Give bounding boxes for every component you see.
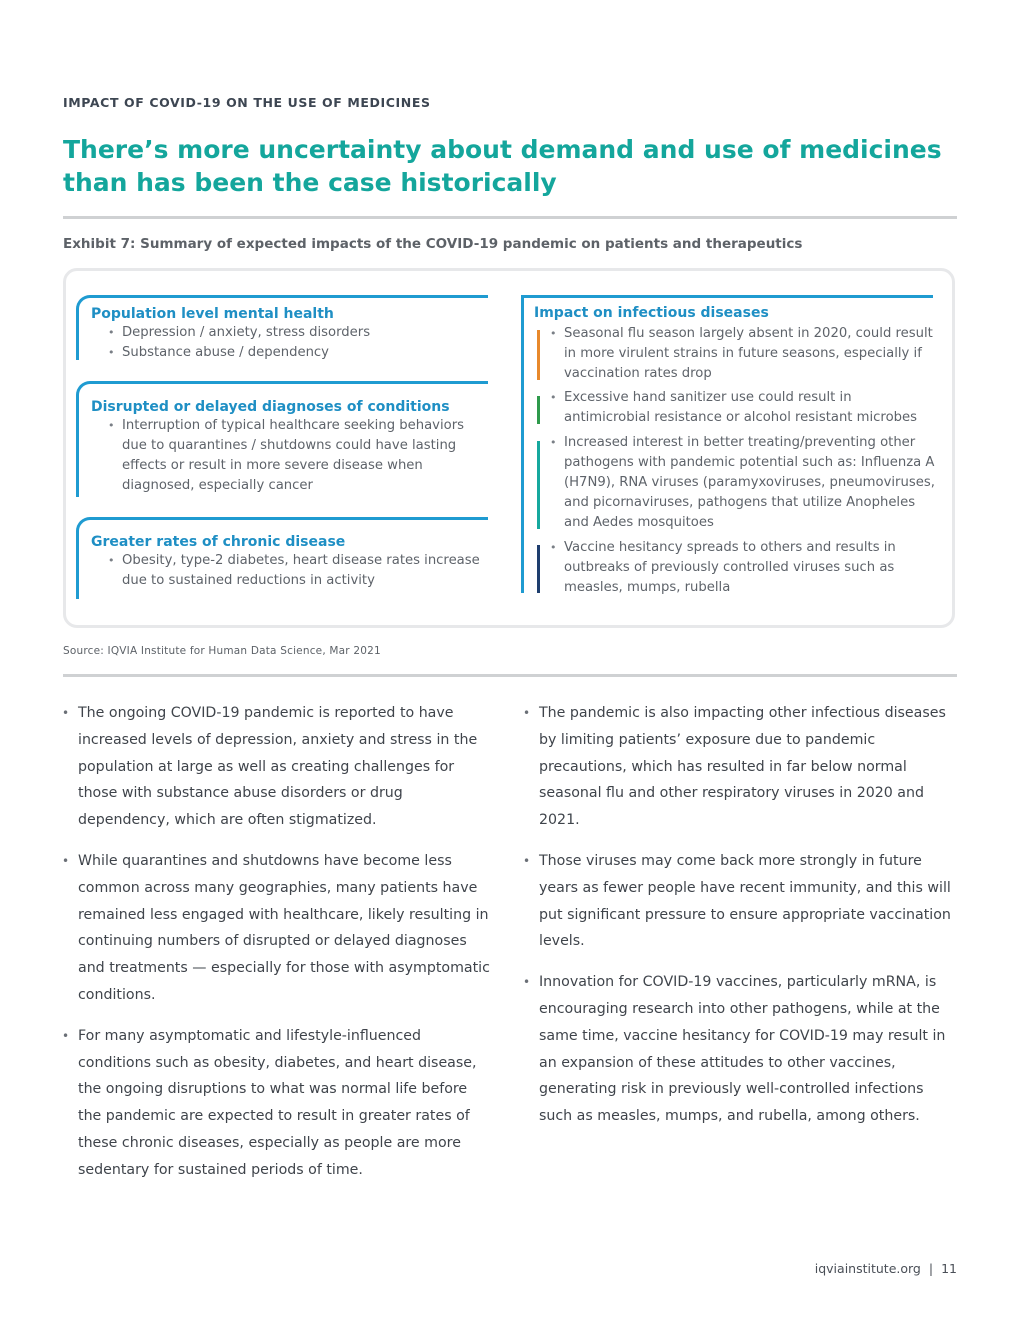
- list-item: • Depression / anxiety, stress disorders: [108, 323, 370, 343]
- panel-chronic-disease: [76, 517, 488, 599]
- footer-site-link[interactable]: iqviainstitute.org: [814, 1261, 921, 1276]
- list-item: • Vaccine hesitancy spreads to others and results in outbreaks of previously controlled viruses such as measles, mumps, rubella: [550, 538, 935, 598]
- body-right-column: [523, 700, 955, 1144]
- body-paragraph: • The pandemic is also impacting other infectious diseases by limiting patients’ exposure due to pandemic precautions, which has resulted in far below normal seasonal flu and other respiratory viruses in 2020 and 2021.: [523, 700, 955, 834]
- color-indicator: [537, 441, 540, 529]
- color-indicator: [537, 396, 540, 424]
- color-indicator: [537, 330, 540, 380]
- list-item: • Seasonal flu season largely absent in 2020, could result in more virulent strains in future seasons, especially if vaccination rates drop: [550, 324, 935, 384]
- divider: [63, 216, 957, 219]
- list-item: • Substance abuse / dependency: [108, 343, 370, 363]
- body-paragraph: • Innovation for COVID-19 vaccines, particularly mRNA, is encouraging research into other pathogens, while at the same time, vaccine hesitancy for COVID-19 may result in an expansion of these attitudes to other vaccines, generating risk in previously well-controlled infections such as measles, mumps, and rubella, among others.: [523, 969, 955, 1130]
- page-footer: [815, 1261, 957, 1276]
- panel-title: Greater rates of chronic disease: [91, 534, 346, 550]
- list-item: • Increased interest in better treating/preventing other pathogens with pandemic potential such as: Influenza A (H7N9), RNA viruses (paramyxoviruses, pneumoviruses, and picornaviruses, pathogens that utilize Anopheles and Aedes mosquitoes: [550, 433, 935, 533]
- panel-left-border: [521, 295, 524, 593]
- panel-mental-health: [76, 295, 488, 360]
- source-note: Source: IQVIA Institute for Human Data Science, Mar 2021: [63, 645, 381, 657]
- exhibit-title: Exhibit 7: Summary of expected impacts of the COVID-19 pandemic on patients and therapeutics: [63, 236, 803, 252]
- panel-title-infectious: Impact on infectious diseases: [534, 305, 769, 321]
- panel-title: Disrupted or delayed diagnoses of conditions: [91, 399, 450, 415]
- panel-header-line: [521, 295, 933, 298]
- page-headline: There’s more uncertainty about demand and use of medicines than has been the case historically: [63, 135, 942, 197]
- body-paragraph: • While quarantines and shutdowns have become less common across many geographies, many patients have remained less engaged with healthcare, likely resulting in continuing numbers of disrupted or delayed diagnoses and treatments — especially for those with asymptomatic conditions.: [62, 848, 492, 1009]
- body-paragraph: • The ongoing COVID-19 pandemic is reported to have increased levels of depression, anxiety and stress in the population at large as well as creating challenges for those with substance abuse disorders or drug dependency, which are often stigmatized.: [62, 700, 492, 834]
- section-kicker: IMPACT OF COVID-19 ON THE USE OF MEDICINES: [63, 95, 431, 110]
- color-indicator: [537, 545, 540, 593]
- panel-delayed-diagnoses: [76, 381, 488, 497]
- divider: [63, 674, 957, 677]
- panel-title: Population level mental health: [91, 306, 334, 322]
- body-paragraph: • Those viruses may come back more strongly in future years as fewer people have recent immunity, and this will put significant pressure to ensure appropriate vaccination levels.: [523, 848, 955, 955]
- list-item: • Obesity, type-2 diabetes, heart disease rates increase due to sustained reductions in activity: [108, 551, 486, 591]
- page-number: 11: [941, 1261, 957, 1276]
- body-paragraph: • For many asymptomatic and lifestyle-influenced conditions such as obesity, diabetes, and heart disease, the ongoing disruptions to what was normal life before the pandemic are expected to result in greater rates of these chronic diseases, especially as people are more sedentary for sustained periods of time.: [62, 1023, 492, 1184]
- list-item: • Excessive hand sanitizer use could result in antimicrobial resistance or alcohol resistant microbes: [550, 388, 935, 428]
- footer-separator: |: [928, 1261, 934, 1276]
- list-item: • Interruption of typical healthcare seeking behaviors due to quarantines / shutdowns could have lasting effects or result in more severe disease when diagnosed, especially cancer: [108, 416, 486, 496]
- body-left-column: [62, 700, 492, 1198]
